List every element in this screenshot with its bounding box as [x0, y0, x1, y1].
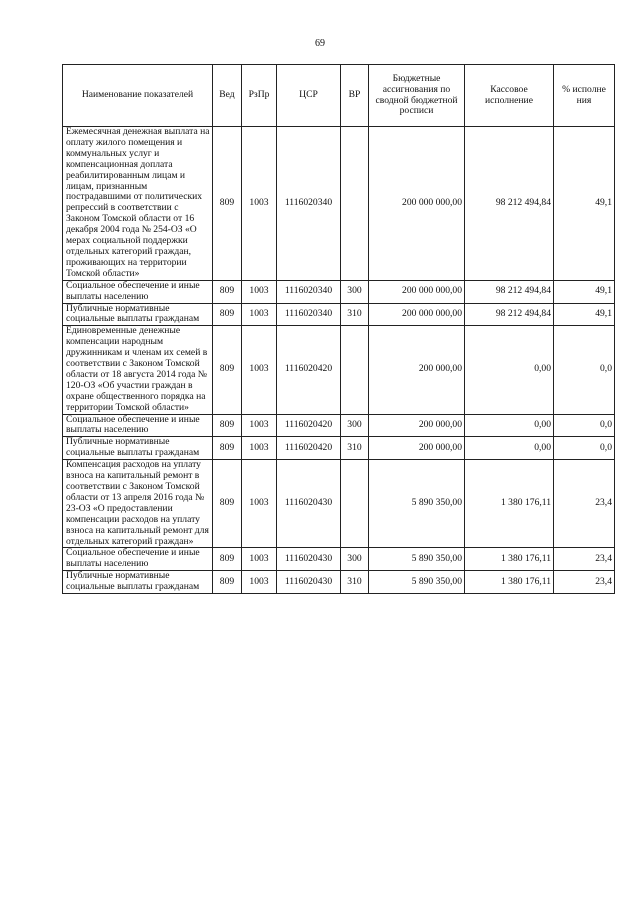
row-cash: 98 212 494,84 — [465, 127, 554, 281]
header-rzpr: РзПр — [242, 65, 277, 127]
row-rzpr: 1003 — [242, 437, 277, 460]
row-name: Единовременные денежные компенсации народным дружинникам и членам их семей в соответствии с Законом Томской области от 18 августа 2014 года № 120-ОЗ «Об участии граждан в охране общественного порядка на территории Томской области» — [63, 326, 213, 414]
row-ved: 809 — [213, 437, 242, 460]
row-rzpr: 1003 — [242, 303, 277, 326]
header-vr: ВР — [341, 65, 369, 127]
row-vr: 310 — [341, 437, 369, 460]
row-budget: 5 890 350,00 — [369, 460, 465, 548]
row-budget: 200 000,00 — [369, 437, 465, 460]
row-percent: 23,4 — [554, 571, 615, 594]
row-csr: 1116020340 — [277, 127, 341, 281]
row-name: Публичные нормативные социальные выплаты гражданам — [63, 571, 213, 594]
row-name: Социальное обеспечение и иные выплаты населению — [63, 280, 213, 303]
row-vr: 300 — [341, 280, 369, 303]
row-cash: 1 380 176,11 — [465, 460, 554, 548]
table-row — [63, 548, 615, 571]
row-rzpr: 1003 — [242, 414, 277, 437]
row-cash: 0,00 — [465, 414, 554, 437]
row-rzpr: 1003 — [242, 326, 277, 414]
row-cash: 98 212 494,84 — [465, 280, 554, 303]
header-name: Наименование показателей — [63, 65, 213, 127]
row-ved: 809 — [213, 303, 242, 326]
header-budget: Бюджетные ассигнования по сводной бюджетной росписи — [369, 65, 465, 127]
row-ved: 809 — [213, 460, 242, 548]
row-name: Социальное обеспечение и иные выплаты населению — [63, 548, 213, 571]
row-cash: 0,00 — [465, 437, 554, 460]
row-cash: 0,00 — [465, 326, 554, 414]
row-csr: 1116020420 — [277, 414, 341, 437]
row-rzpr: 1003 — [242, 548, 277, 571]
row-vr: 310 — [341, 303, 369, 326]
row-budget: 200 000 000,00 — [369, 280, 465, 303]
table-row — [63, 414, 615, 437]
row-budget: 5 890 350,00 — [369, 548, 465, 571]
row-percent: 0,0 — [554, 326, 615, 414]
row-vr: 300 — [341, 414, 369, 437]
table-header-row — [63, 65, 615, 127]
row-percent: 49,1 — [554, 127, 615, 281]
row-cash: 98 212 494,84 — [465, 303, 554, 326]
row-budget: 5 890 350,00 — [369, 571, 465, 594]
row-percent: 23,4 — [554, 460, 615, 548]
row-vr — [341, 326, 369, 414]
row-name: Компенсация расходов на уплату взноса на капитальный ремонт в соответствии с Законом Томской области от 13 апреля 2016 года № 23-ОЗ «О предоставлении компенсации расходов на уплату взноса на капитальный ремонт для отдельных категорий граждан» — [63, 460, 213, 548]
row-rzpr: 1003 — [242, 460, 277, 548]
row-percent: 0,0 — [554, 437, 615, 460]
row-ved: 809 — [213, 548, 242, 571]
header-csr: ЦСР — [277, 65, 341, 127]
budget-table — [62, 64, 615, 594]
row-budget: 200 000 000,00 — [369, 127, 465, 281]
row-name: Публичные нормативные социальные выплаты гражданам — [63, 437, 213, 460]
row-vr: 310 — [341, 571, 369, 594]
row-csr: 1116020430 — [277, 571, 341, 594]
row-vr — [341, 460, 369, 548]
row-name: Ежемесячная денежная выплата на оплату жилого помещения и коммунальных услуг и компенсационная доплата реабилитированным лицам и лицам, признанным пострадавшими от политических репрессий в соответствии с Законом Томской области от 16 декабря 2004 года № 254-ОЗ «О мерах социальной поддержки отдельных категорий граждан, проживающих на территории Томской области» — [63, 127, 213, 281]
row-name: Социальное обеспечение и иные выплаты населению — [63, 414, 213, 437]
table-row — [63, 571, 615, 594]
table-row — [63, 303, 615, 326]
row-budget: 200 000 000,00 — [369, 303, 465, 326]
row-ved: 809 — [213, 414, 242, 437]
row-csr: 1116020340 — [277, 303, 341, 326]
row-percent: 49,1 — [554, 280, 615, 303]
row-budget: 200 000,00 — [369, 326, 465, 414]
row-rzpr: 1003 — [242, 571, 277, 594]
row-csr: 1116020340 — [277, 280, 341, 303]
header-percent: % исполне ния — [554, 65, 615, 127]
table-row — [63, 127, 615, 281]
row-csr: 1116020420 — [277, 437, 341, 460]
row-ved: 809 — [213, 127, 242, 281]
table-row — [63, 326, 615, 414]
row-rzpr: 1003 — [242, 280, 277, 303]
row-ved: 809 — [213, 571, 242, 594]
table-row — [63, 437, 615, 460]
row-percent: 49,1 — [554, 303, 615, 326]
row-percent: 23,4 — [554, 548, 615, 571]
row-name: Публичные нормативные социальные выплаты гражданам — [63, 303, 213, 326]
row-ved: 809 — [213, 326, 242, 414]
table-row — [63, 280, 615, 303]
header-ved: Вед — [213, 65, 242, 127]
row-cash: 1 380 176,11 — [465, 571, 554, 594]
row-csr: 1116020430 — [277, 460, 341, 548]
table-row — [63, 460, 615, 548]
header-cash: Кассовое исполнение — [465, 65, 554, 127]
row-budget: 200 000,00 — [369, 414, 465, 437]
row-vr: 300 — [341, 548, 369, 571]
row-cash: 1 380 176,11 — [465, 548, 554, 571]
row-csr: 1116020430 — [277, 548, 341, 571]
row-percent: 0,0 — [554, 414, 615, 437]
row-rzpr: 1003 — [242, 127, 277, 281]
row-csr: 1116020420 — [277, 326, 341, 414]
page-number: 69 — [315, 38, 325, 49]
row-ved: 809 — [213, 280, 242, 303]
row-vr — [341, 127, 369, 281]
